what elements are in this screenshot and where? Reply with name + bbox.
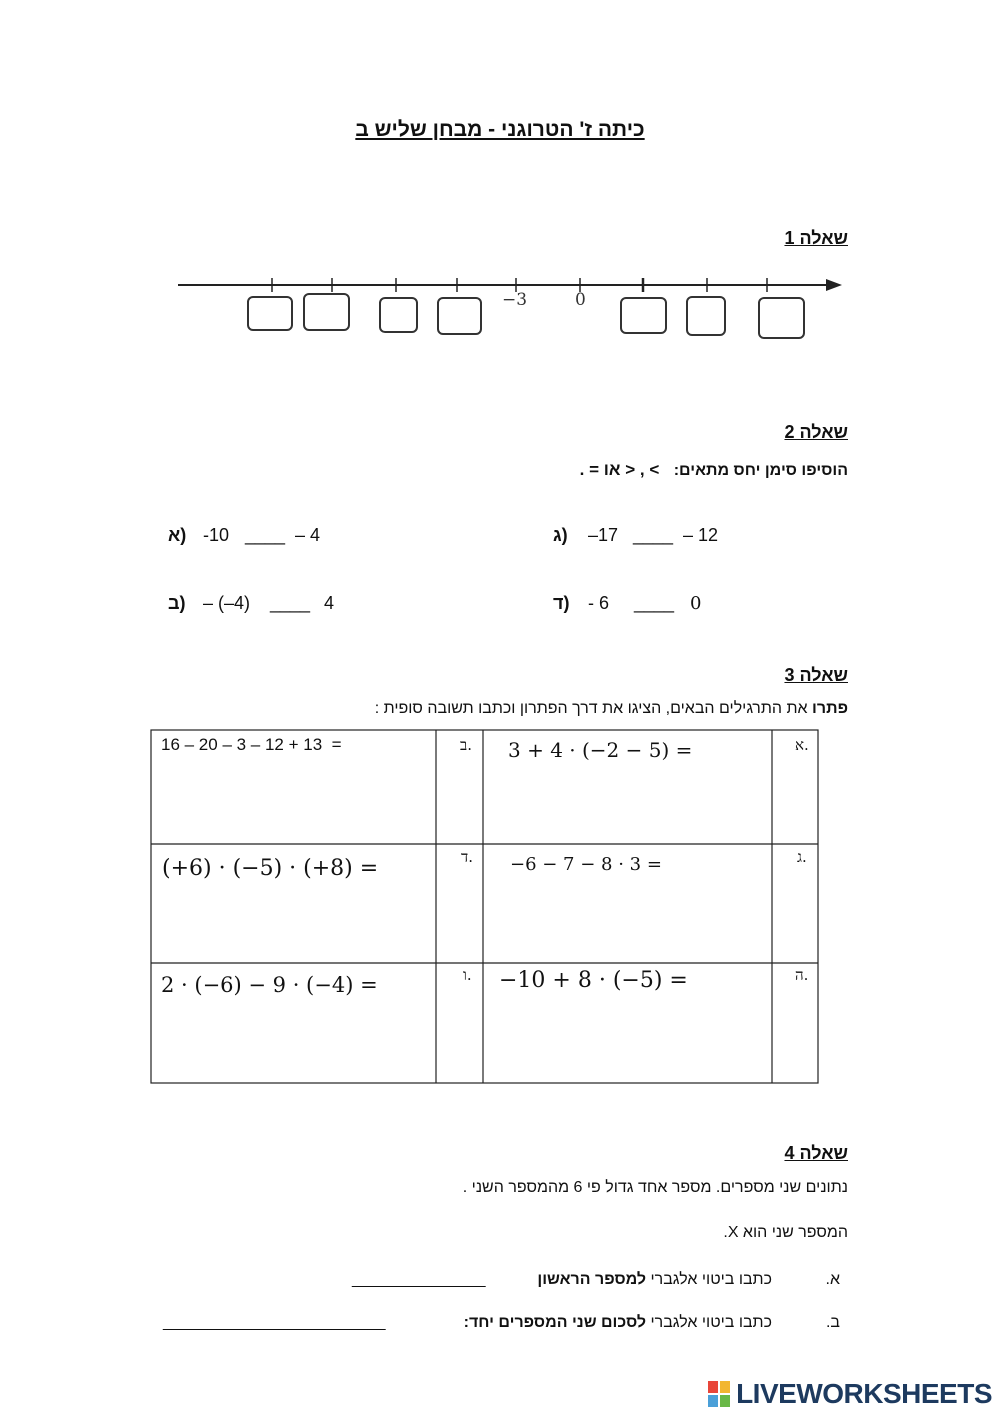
q2-c-blank[interactable]: ____ — [633, 525, 674, 545]
q3-letter-f: ו. — [463, 966, 472, 984]
label-minus-3: −3 — [502, 290, 528, 310]
q3-expr-d: (+6) · (−5) · (+8) = — [162, 856, 379, 881]
answer-box-3[interactable] — [379, 297, 418, 333]
q3-letter-c: ג. — [797, 848, 807, 866]
q4-a-text: כתבו ביטוי אלגברי — [646, 1271, 772, 1288]
q2-d-label: ד) — [553, 593, 570, 613]
q3-heading: שאלה 3 — [784, 665, 848, 685]
q1-heading: שאלה 1 — [784, 228, 848, 248]
q2-a-label: א) — [168, 525, 187, 545]
q4-line2: המספר שני הוא X. — [723, 1224, 848, 1241]
q2-c-left: –17 — [588, 525, 619, 545]
answer-box-2[interactable] — [303, 293, 350, 331]
answer-box-6[interactable] — [686, 296, 726, 336]
q2-a-left: -10 — [203, 525, 230, 545]
q2-instruction-text: הוסיפו סימן יחס מתאים: — [673, 462, 848, 479]
q3-letter-d: ד. — [461, 848, 473, 866]
answer-box-5[interactable] — [620, 297, 667, 334]
q4-line1: נתונים שני מספרים. מספר אחד גדול פי 6 מהמספר השני . — [462, 1179, 848, 1196]
q2-c-right: – 12 — [683, 525, 719, 545]
q2-symbols: > , < או = . — [579, 460, 660, 479]
q2-a-right: – 4 — [295, 525, 321, 545]
answer-box-1[interactable] — [247, 296, 293, 331]
q3-instruction — [375, 700, 848, 718]
q2-b-left: – (–4) — [203, 593, 251, 613]
q4-a-line — [537, 1271, 772, 1289]
answer-box-4[interactable] — [437, 297, 482, 335]
q3-instruction-bold: פתרו — [812, 700, 848, 717]
q2-b-blank[interactable]: ____ — [270, 593, 311, 613]
q4-a-blank[interactable]: _______________ — [352, 1271, 486, 1288]
q4-b-letter: ב. — [825, 1314, 840, 1331]
q2-c-label: ג) — [553, 525, 568, 545]
q3-expr-e: −10 + 8 · (−5) = — [499, 968, 688, 993]
q4-b-blank[interactable]: _________________________ — [163, 1314, 386, 1331]
q3-letter-a: א. — [795, 736, 809, 754]
q3-expr-a: 3 + 4 · (−2 − 5) = — [508, 738, 693, 762]
q3-table-grid — [150, 729, 820, 1085]
q2-d-blank[interactable]: ____ — [634, 593, 675, 613]
answer-box-7[interactable] — [758, 297, 805, 339]
q4-a-letter: א. — [825, 1271, 840, 1288]
q2-b-label: ב) — [168, 593, 186, 613]
q3-letter-b: ב. — [460, 736, 473, 754]
q2-instruction — [580, 460, 848, 480]
q4-b-line — [464, 1314, 772, 1332]
q2-d-left: - 6 — [588, 593, 610, 613]
q3-instruction-rest: את התרגילים הבאים, הציגו את דרך הפתרון וכתבו תשובה סופית : — [374, 700, 813, 717]
liveworksheets-logo: LIVEWORKSHEETS — [736, 1378, 992, 1409]
liveworksheets-logo-icon — [708, 1381, 730, 1407]
q2-b-right: 4 — [324, 593, 335, 613]
q3-expr-c: −6 − 7 − 8 · 3 = — [510, 854, 662, 875]
page-title: כיתה ז' הטרוגני - מבחן שליש ב — [355, 118, 645, 141]
q3-expr-b: 16 – 20 – 3 – 12 + 13 = — [161, 735, 342, 754]
q3-expr-f: 2 · (−6) − 9 · (−4) = — [161, 973, 378, 997]
q4-b-bold: לסכום שני המספרים יחד: — [463, 1314, 647, 1331]
q4-heading: שאלה 4 — [784, 1143, 848, 1163]
q2-heading: שאלה 2 — [784, 422, 848, 442]
q4-b-text: כתבו ביטוי אלגברי — [646, 1314, 772, 1331]
label-zero: 0 — [575, 290, 586, 310]
q3-letter-e: ה. — [795, 966, 809, 984]
q2-a-blank[interactable]: ____ — [245, 525, 286, 545]
q2-d-right: 0 — [690, 593, 702, 614]
q4-a-bold: למספר הראשון — [537, 1271, 647, 1288]
